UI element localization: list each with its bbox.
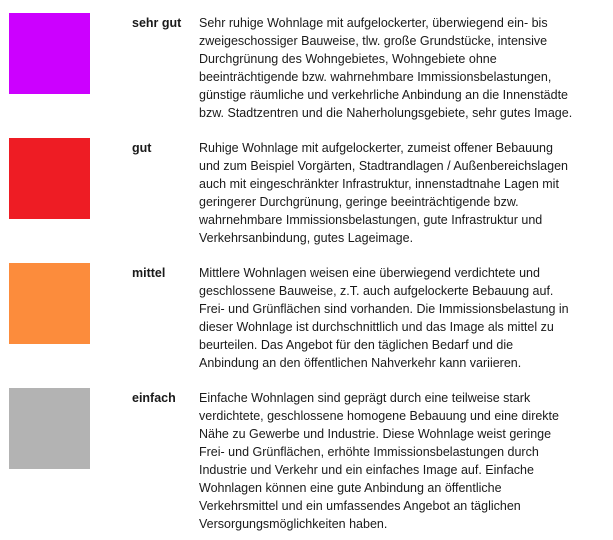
- category-description: [199, 139, 607, 247]
- category-label: gut: [132, 141, 152, 155]
- description-line: bzw. Stadtzentren und die Naherholungsgebiete, sehr gutes Image.: [199, 106, 573, 120]
- description-line: zweigeschossiger Bauweise, tlw. große Grundstücke, intensive: [199, 34, 548, 48]
- description-line: günstige räumliche und verkehrliche Anbindung an die Innenstädte: [199, 88, 569, 102]
- description-line: verdichtete, geschlossene homogene Bebauung und eine direkte: [199, 409, 559, 423]
- description-line: geringerer Durchgrünung, geringe beeinträchtigende bzw.: [199, 195, 519, 209]
- description-line: wahrnehmbare Immissionsbelastungen, gute Infrastruktur und: [199, 213, 543, 227]
- description-line: Mittlere Wohnlagen weisen eine überwiegend verdichtete und: [199, 266, 540, 280]
- description-line: Nähe zu Gewerbe und Industrie. Diese Wohnlage weist geringe: [199, 427, 552, 441]
- color-swatch-mittel: [9, 263, 90, 344]
- color-swatch-einfach: [9, 388, 90, 469]
- description-line: dieser Wohnlage ist durchschnittlich und das Image als mittel zu: [199, 320, 554, 334]
- description-line: und zum Beispiel Vorgärten, Stadtrandlagen / Außenbereichslagen: [199, 159, 568, 173]
- description-line: Frei- und Grünflächen sind vorhanden. Die Immissionsbelastung in: [199, 302, 569, 316]
- category-description: [199, 14, 607, 122]
- category-description: [199, 389, 607, 533]
- description-line: Industrie und Verkehr und ein einfaches Image auf. Einfache: [199, 463, 534, 477]
- description-line: Frei- und Grünflächen, erhöhte Immissionsbelastungen durch: [199, 445, 539, 459]
- color-swatch-gut: [9, 138, 90, 219]
- category-label: einfach: [132, 391, 176, 405]
- description-line: Durchgrünung des Wohngebietes, Wohngebiete ohne: [199, 52, 497, 66]
- description-line: Anbindung an den öffentlichen Nahverkehr kann variieren.: [199, 356, 522, 370]
- description-line: auch mit eingeschränkter Infrastruktur, innenstadtnahe Lagen mit: [199, 177, 559, 191]
- description-line: beeinträchtigende bzw. wahrnehmbare Immissionsbelastungen,: [199, 70, 552, 84]
- description-line: Ruhige Wohnlage mit aufgelockerter, zumeist offener Bebauung: [199, 141, 553, 155]
- description-line: Einfache Wohnlagen sind geprägt durch eine teilweise stark: [199, 391, 531, 405]
- description-line: Verkehrsmittel und ein umfassendes Angebot an täglichen: [199, 499, 521, 513]
- description-line: Versorgungsmöglichkeiten haben.: [199, 517, 388, 531]
- description-line: Wohnlagen können eine gute Anbindung an öffentliche: [199, 481, 502, 495]
- category-description: [199, 264, 607, 372]
- description-line: Sehr ruhige Wohnlage mit aufgelockerter, überwiegend ein- bis: [199, 16, 548, 30]
- category-label: mittel: [132, 266, 166, 280]
- color-swatch-sehr-gut: [9, 13, 90, 94]
- description-line: Verkehrsanbindung, gutes Lageimage.: [199, 231, 414, 245]
- description-line: beurteilen. Das Angebot für den täglichen Bedarf und die: [199, 338, 514, 352]
- description-line: geschlossene Bauweise, z.T. auch aufgelockerte Bebauung auf.: [199, 284, 554, 298]
- category-label: sehr gut: [132, 16, 182, 30]
